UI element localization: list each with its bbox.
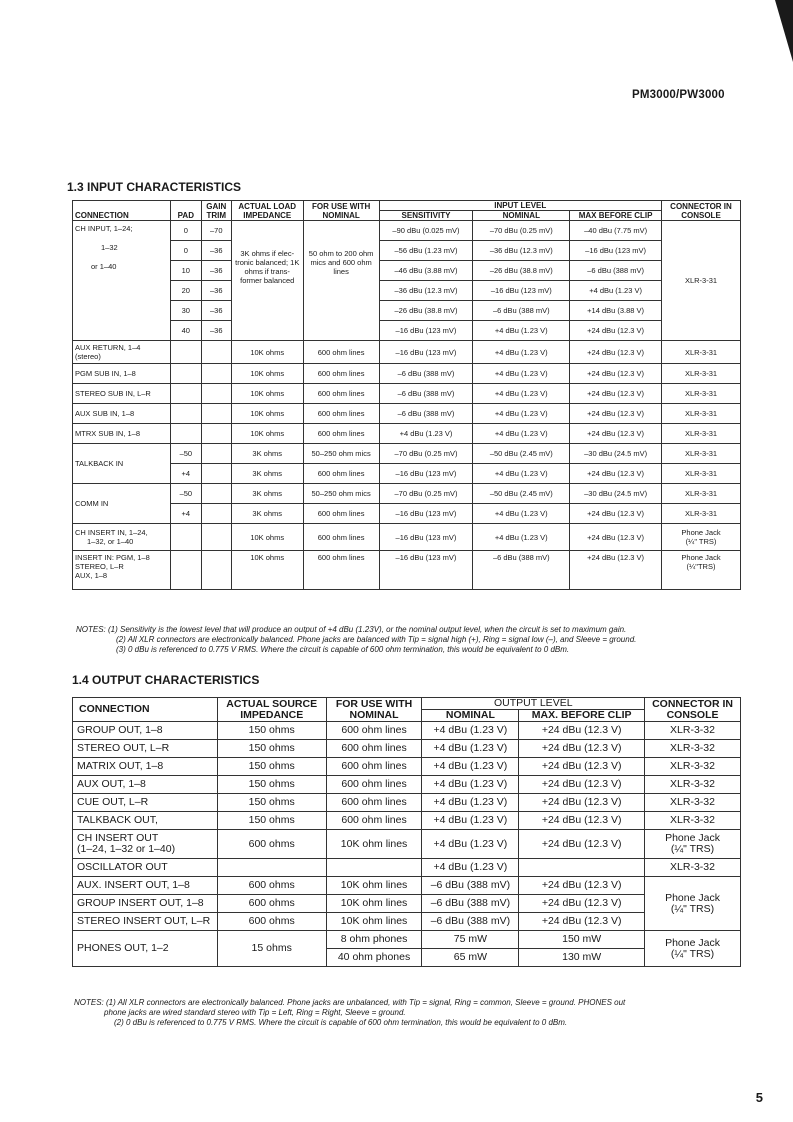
sensitivity-cell: –70 dBu (0.25 mV) bbox=[379, 484, 473, 504]
gain-cell bbox=[201, 444, 231, 464]
sensitivity-cell: –56 dBu (1.23 mV) bbox=[379, 241, 473, 261]
table-row bbox=[73, 221, 741, 241]
col-max: MAX. BEFORE CLIP bbox=[519, 710, 645, 722]
max-cell: +24 dBu (12.3 V) bbox=[570, 364, 662, 384]
conn-line: STEREO, L–R bbox=[75, 562, 124, 571]
impedance-cell: 150 ohms bbox=[217, 776, 326, 794]
for-use-cell: 10K ohm lines bbox=[326, 877, 422, 895]
table-row bbox=[73, 830, 741, 859]
table-row bbox=[73, 261, 741, 281]
nominal-cell: –26 dBu (38.8 mV) bbox=[473, 261, 570, 281]
nominal-cell: +4 dBu (1.23 V) bbox=[422, 830, 519, 859]
table-row bbox=[73, 524, 741, 551]
connector-cell: XLR-3-32 bbox=[645, 812, 741, 830]
connector-cell bbox=[645, 931, 741, 967]
output-section-title: 1.4 OUTPUT CHARACTERISTICS bbox=[72, 673, 260, 687]
nominal-cell: –50 dBu (2.45 mV) bbox=[473, 484, 570, 504]
connection-cell: AUX OUT, 1–8 bbox=[73, 776, 218, 794]
connector-cell bbox=[662, 551, 741, 590]
connection-cell bbox=[73, 551, 171, 590]
gain-cell: –36 bbox=[201, 261, 231, 281]
impedance-cell: 10K ohms bbox=[231, 524, 303, 551]
max-cell: –16 dBu (123 mV) bbox=[570, 241, 662, 261]
conn-line: AUX, 1–8 bbox=[75, 571, 108, 580]
nominal-cell: +4 dBu (1.23 V) bbox=[473, 384, 570, 404]
for-use-cell: 600 ohm lines bbox=[303, 464, 379, 484]
connection-cell bbox=[73, 830, 218, 859]
max-cell: +24 dBu (12.3 V) bbox=[519, 830, 645, 859]
pad-cell: 30 bbox=[170, 301, 201, 321]
nominal-cell: +4 dBu (1.23 V) bbox=[422, 776, 519, 794]
connection-cell: TALKBACK IN bbox=[73, 444, 171, 484]
for-use-cell: 600 ohm lines bbox=[326, 812, 422, 830]
connector-cell: XLR-3-31 bbox=[662, 444, 741, 464]
connection-cell: MTRX SUB IN, 1–8 bbox=[73, 424, 171, 444]
impedance-cell: 15 ohms bbox=[217, 931, 326, 967]
connector-line: Phone Jack bbox=[681, 553, 721, 562]
gain-cell bbox=[201, 341, 231, 364]
sensitivity-cell: –36 dBu (12.3 mV) bbox=[379, 281, 473, 301]
connection-cell: PGM SUB IN, 1–8 bbox=[73, 364, 171, 384]
sensitivity-cell: –46 dBu (3.88 mV) bbox=[379, 261, 473, 281]
max-cell: +24 dBu (12.3 V) bbox=[570, 341, 662, 364]
for-use-cell: 10K ohm lines bbox=[326, 830, 422, 859]
gain-cell: –36 bbox=[201, 241, 231, 261]
impedance-cell: 10K ohms bbox=[231, 404, 303, 424]
for-use-cell: 40 ohm phones bbox=[326, 949, 422, 967]
table-row bbox=[73, 877, 741, 895]
max-cell: +24 dBu (12.3 V) bbox=[570, 424, 662, 444]
note-line: (3) 0 dBu is referenced to 0.775 V RMS. Where the circuit is capable of 600 ohm termination, this would be equivalent to 0 dBm. bbox=[116, 645, 570, 654]
input-characteristics-table bbox=[72, 200, 741, 590]
sensitivity-cell: –70 dBu (0.25 mV) bbox=[379, 444, 473, 464]
conn-line: (1–24, 1–32 or 1–40) bbox=[77, 843, 176, 855]
nominal-cell: +4 dBu (1.23 V) bbox=[473, 504, 570, 524]
connector-cell: XLR-3-31 bbox=[662, 484, 741, 504]
gain-cell: –36 bbox=[201, 321, 231, 341]
connector-cell: XLR-3-32 bbox=[645, 859, 741, 877]
impedance-cell: 600 ohms bbox=[217, 895, 326, 913]
nominal-cell: –6 dBu (388 mV) bbox=[422, 877, 519, 895]
max-cell: +24 dBu (12.3 V) bbox=[519, 895, 645, 913]
impedance-cell: 3K ohms bbox=[231, 464, 303, 484]
nominal-cell: –16 dBu (123 mV) bbox=[473, 281, 570, 301]
connection-cell: AUX RETURN, 1–4 (stereo) bbox=[73, 341, 171, 364]
col-connector: CONNECTOR IN CONSOLE bbox=[645, 698, 741, 722]
impedance-cell: 150 ohms bbox=[217, 758, 326, 776]
max-cell: +24 dBu (12.3 V) bbox=[570, 321, 662, 341]
page-corner-mark bbox=[775, 0, 793, 62]
pad-cell bbox=[170, 341, 201, 364]
max-cell: +24 dBu (12.3 V) bbox=[570, 404, 662, 424]
max-cell: +24 dBu (12.3 V) bbox=[519, 722, 645, 740]
model-name: PM3000/PW3000 bbox=[632, 89, 725, 101]
max-cell: +24 dBu (12.3 V) bbox=[570, 464, 662, 484]
sensitivity-cell: –26 dBu (38.8 mV) bbox=[379, 301, 473, 321]
connector-cell: XLR-3-31 bbox=[662, 424, 741, 444]
nominal-cell: +4 dBu (1.23 V) bbox=[422, 758, 519, 776]
impedance-cell: 10K ohms bbox=[231, 364, 303, 384]
max-cell: –30 dBu (24.5 mV) bbox=[570, 444, 662, 464]
impedance-cell: 3K ohms bbox=[231, 484, 303, 504]
col-for-use: FOR USE WITH NOMINAL bbox=[326, 698, 422, 722]
max-cell: +24 dBu (12.3 V) bbox=[519, 812, 645, 830]
connector-cell bbox=[645, 877, 741, 931]
col-output-level: OUTPUT LEVEL bbox=[422, 698, 645, 710]
connection-cell: MATRIX OUT, 1–8 bbox=[73, 758, 218, 776]
nominal-cell: +4 dBu (1.23 V) bbox=[473, 524, 570, 551]
max-cell: +24 dBu (12.3 V) bbox=[519, 758, 645, 776]
nominal-cell: +4 dBu (1.23 V) bbox=[473, 404, 570, 424]
table-row bbox=[73, 859, 741, 877]
gain-cell bbox=[201, 484, 231, 504]
table-row bbox=[73, 913, 741, 931]
max-cell: +24 dBu (12.3 V) bbox=[570, 551, 662, 590]
nominal-cell: –36 dBu (12.3 mV) bbox=[473, 241, 570, 261]
connector-cell: XLR-3-32 bbox=[645, 740, 741, 758]
ch-input-for-use: 50 ohm to 200 ohm mics and 600 ohm lines bbox=[303, 221, 379, 341]
page-number: 5 bbox=[755, 1090, 763, 1105]
connector-line: (¼"TRS) bbox=[686, 562, 716, 571]
gain-cell bbox=[201, 504, 231, 524]
connector-line: Phone Jack bbox=[665, 936, 720, 949]
col-gain-trim: GAIN TRIM bbox=[201, 201, 231, 221]
connector-cell bbox=[645, 830, 741, 859]
connector-cell: XLR-3-32 bbox=[645, 722, 741, 740]
pad-cell bbox=[170, 524, 201, 551]
col-sensitivity: SENSITIVITY bbox=[379, 211, 473, 221]
col-pad: PAD bbox=[170, 201, 201, 221]
nominal-cell: +4 dBu (1.23 V) bbox=[422, 722, 519, 740]
table-row bbox=[73, 301, 741, 321]
table-row bbox=[73, 464, 741, 484]
ch-input-impedance: 3K ohms if elec-tronic balanced; 1K ohms if trans-former balanced bbox=[231, 221, 303, 341]
max-cell bbox=[519, 859, 645, 877]
max-cell: 130 mW bbox=[519, 949, 645, 967]
conn-line: or 1–40 bbox=[91, 262, 117, 271]
for-use-cell: 600 ohm lines bbox=[326, 740, 422, 758]
gain-cell bbox=[201, 524, 231, 551]
pad-cell: 40 bbox=[170, 321, 201, 341]
impedance-cell: 10K ohms bbox=[231, 384, 303, 404]
col-connection: CONNECTION bbox=[73, 698, 218, 722]
col-for-use: FOR USE WITH NOMINAL bbox=[303, 201, 379, 221]
col-actual-load: ACTUAL LOAD IMPEDANCE bbox=[231, 201, 303, 221]
col-connection: CONNECTION bbox=[73, 201, 171, 221]
table-row bbox=[73, 384, 741, 404]
pad-cell: 20 bbox=[170, 281, 201, 301]
impedance-cell: 10K ohms bbox=[231, 341, 303, 364]
connection-cell: AUX SUB IN, 1–8 bbox=[73, 404, 171, 424]
for-use-cell: 600 ohm lines bbox=[303, 424, 379, 444]
note-line: NOTES: (1) Sensitivity is the lowest level that will produce an output of +4 dBu (1.23V), or the nominal output level, when the circuit is set to maximum gain. bbox=[76, 625, 627, 634]
for-use-cell: 600 ohm lines bbox=[326, 758, 422, 776]
connection-cell: COMM IN bbox=[73, 484, 171, 524]
sensitivity-cell: –16 dBu (123 mV) bbox=[379, 524, 473, 551]
connector-line: Phone Jack bbox=[665, 891, 720, 904]
impedance-cell: 150 ohms bbox=[217, 740, 326, 758]
for-use-cell: 600 ohm lines bbox=[303, 504, 379, 524]
for-use-cell: 600 ohm lines bbox=[326, 722, 422, 740]
connector-line: (¼" TRS) bbox=[670, 902, 715, 915]
note-line: phone jacks are wired standard stereo with Tip = Left, Ring = Right, Sleeve = ground. bbox=[104, 1008, 406, 1017]
max-cell: +24 dBu (12.3 V) bbox=[519, 776, 645, 794]
nominal-cell: –6 dBu (388 mV) bbox=[422, 895, 519, 913]
impedance-cell bbox=[217, 859, 326, 877]
for-use-cell: 10K ohm lines bbox=[326, 913, 422, 931]
max-cell: –6 dBu (388 mV) bbox=[570, 261, 662, 281]
table-row bbox=[73, 794, 741, 812]
impedance-cell: 600 ohms bbox=[217, 913, 326, 931]
col-actual-source: ACTUAL SOURCE IMPEDANCE bbox=[217, 698, 326, 722]
sensitivity-cell: –16 dBu (123 mV) bbox=[379, 551, 473, 590]
connector-cell: XLR-3-31 bbox=[662, 404, 741, 424]
table-row bbox=[73, 424, 741, 444]
gain-cell bbox=[201, 464, 231, 484]
gain-cell: –36 bbox=[201, 281, 231, 301]
max-cell: +24 dBu (12.3 V) bbox=[519, 877, 645, 895]
sensitivity-cell: –16 dBu (123 mV) bbox=[379, 464, 473, 484]
table-row bbox=[73, 364, 741, 384]
pad-cell: –50 bbox=[170, 444, 201, 464]
nominal-cell: 65 mW bbox=[422, 949, 519, 967]
connection-cell: STEREO INSERT OUT, L–R bbox=[73, 913, 218, 931]
for-use-cell: 600 ohm lines bbox=[303, 364, 379, 384]
nominal-cell: +4 dBu (1.23 V) bbox=[422, 859, 519, 877]
for-use-cell: 600 ohm lines bbox=[303, 404, 379, 424]
nominal-cell: +4 dBu (1.23 V) bbox=[422, 794, 519, 812]
table-row bbox=[73, 321, 741, 341]
col-nominal: NOMINAL bbox=[473, 211, 570, 221]
connector-cell: XLR-3-31 bbox=[662, 364, 741, 384]
connection-cell: CUE OUT, L–R bbox=[73, 794, 218, 812]
max-cell: –30 dBu (24.5 mV) bbox=[570, 484, 662, 504]
pad-cell bbox=[170, 384, 201, 404]
nominal-cell: –70 dBu (0.25 mV) bbox=[473, 221, 570, 241]
for-use-cell: 600 ohm lines bbox=[303, 524, 379, 551]
table-row bbox=[73, 931, 741, 949]
note-line: NOTES: (1) All XLR connectors are electronically balanced. Phone jacks are unbalanced, with Tip = signal, Ring = common, Sleeve = ground. PHONES out bbox=[74, 998, 626, 1007]
connection-cell: GROUP OUT, 1–8 bbox=[73, 722, 218, 740]
sensitivity-cell: –6 dBu (388 mV) bbox=[379, 404, 473, 424]
sensitivity-cell: –6 dBu (388 mV) bbox=[379, 384, 473, 404]
table-row bbox=[73, 484, 741, 504]
max-cell: 150 mW bbox=[519, 931, 645, 949]
connector-line: (¼" TRS) bbox=[685, 537, 717, 546]
connection-cell: PHONES OUT, 1–2 bbox=[73, 931, 218, 967]
connector-cell: XLR-3-32 bbox=[645, 776, 741, 794]
col-max: MAX BEFORE CLIP bbox=[570, 211, 662, 221]
table-row bbox=[73, 722, 741, 740]
table-row bbox=[73, 281, 741, 301]
for-use-cell: 600 ohm lines bbox=[326, 776, 422, 794]
col-connector: CONNECTOR IN CONSOLE bbox=[662, 201, 741, 221]
connector-cell: XLR-3-31 bbox=[662, 464, 741, 484]
nominal-cell: +4 dBu (1.23 V) bbox=[473, 464, 570, 484]
connection-cell: GROUP INSERT OUT, 1–8 bbox=[73, 895, 218, 913]
max-cell: +14 dBu (3.88 V) bbox=[570, 301, 662, 321]
impedance-cell: 10K ohms bbox=[231, 551, 303, 590]
col-nominal: NOMINAL bbox=[422, 710, 519, 722]
ch-input-connector: XLR-3-31 bbox=[662, 221, 741, 341]
table-row bbox=[73, 758, 741, 776]
col-input-level: INPUT LEVEL bbox=[379, 201, 661, 211]
connector-cell: XLR-3-31 bbox=[662, 504, 741, 524]
connection-cell bbox=[73, 524, 171, 551]
table-row bbox=[73, 895, 741, 913]
max-cell: +24 dBu (12.3 V) bbox=[519, 794, 645, 812]
max-cell: –40 dBu (7.75 mV) bbox=[570, 221, 662, 241]
output-characteristics-table bbox=[72, 697, 741, 967]
table-row bbox=[73, 551, 741, 590]
max-cell: +24 dBu (12.3 V) bbox=[570, 524, 662, 551]
max-cell: +24 dBu (12.3 V) bbox=[570, 504, 662, 524]
gain-cell bbox=[201, 384, 231, 404]
connector-cell: XLR-3-31 bbox=[662, 384, 741, 404]
impedance-cell: 150 ohms bbox=[217, 812, 326, 830]
gain-cell bbox=[201, 404, 231, 424]
sensitivity-cell: –6 dBu (388 mV) bbox=[379, 364, 473, 384]
connector-line: (¼" TRS) bbox=[670, 947, 715, 960]
connector-cell: XLR-3-32 bbox=[645, 794, 741, 812]
pad-cell bbox=[170, 551, 201, 590]
sensitivity-cell: –16 dBu (123 mV) bbox=[379, 341, 473, 364]
nominal-cell: –50 dBu (2.45 mV) bbox=[473, 444, 570, 464]
note-line: (2) All XLR connectors are electronically balanced. Phone jacks are balanced with Tip = signal high (+), Ring = signal low (–), and Sleeve = ground. bbox=[116, 635, 637, 644]
gain-cell bbox=[201, 364, 231, 384]
connector-line: (¼" TRS) bbox=[670, 843, 715, 855]
connection-cell: AUX. INSERT OUT, 1–8 bbox=[73, 877, 218, 895]
sensitivity-cell: –16 dBu (123 mV) bbox=[379, 321, 473, 341]
impedance-cell: 600 ohms bbox=[217, 830, 326, 859]
nominal-cell: –6 dBu (388 mV) bbox=[473, 301, 570, 321]
for-use-cell: 8 ohm phones bbox=[326, 931, 422, 949]
table-row bbox=[73, 444, 741, 464]
for-use-cell: 50–250 ohm mics bbox=[303, 444, 379, 464]
nominal-cell: –6 dBu (388 mV) bbox=[422, 913, 519, 931]
conn-line: INSERT IN: PGM, 1–8 bbox=[75, 553, 150, 562]
connection-cell: STEREO OUT, L–R bbox=[73, 740, 218, 758]
impedance-cell: 150 ohms bbox=[217, 794, 326, 812]
nominal-cell: +4 dBu (1.23 V) bbox=[473, 321, 570, 341]
connection-cell: STEREO SUB IN, L–R bbox=[73, 384, 171, 404]
pad-cell bbox=[170, 424, 201, 444]
nominal-cell: 75 mW bbox=[422, 931, 519, 949]
ch-input-connection bbox=[73, 221, 171, 341]
max-cell: +24 dBu (12.3 V) bbox=[519, 913, 645, 931]
connection-cell: TALKBACK OUT, bbox=[73, 812, 218, 830]
conn-line: 1–32, or 1–40 bbox=[87, 537, 134, 546]
for-use-cell: 600 ohm lines bbox=[303, 551, 379, 590]
output-notes bbox=[74, 998, 625, 1028]
connection-cell: OSCILLATOR OUT bbox=[73, 859, 218, 877]
impedance-cell: 600 ohms bbox=[217, 877, 326, 895]
table-row bbox=[73, 241, 741, 261]
table-row bbox=[73, 404, 741, 424]
for-use-cell: 10K ohm lines bbox=[326, 895, 422, 913]
table-row bbox=[73, 504, 741, 524]
impedance-cell: 3K ohms bbox=[231, 444, 303, 464]
impedance-cell: 150 ohms bbox=[217, 722, 326, 740]
sensitivity-cell: –90 dBu (0.025 mV) bbox=[379, 221, 473, 241]
pad-cell: 10 bbox=[170, 261, 201, 281]
input-section-title: 1.3 INPUT CHARACTERISTICS bbox=[67, 180, 242, 194]
nominal-cell: +4 dBu (1.23 V) bbox=[473, 364, 570, 384]
conn-line: CH INSERT IN, 1–24, bbox=[75, 528, 148, 537]
table-row bbox=[73, 341, 741, 364]
for-use-cell: 600 ohm lines bbox=[326, 794, 422, 812]
pad-cell: 0 bbox=[170, 241, 201, 261]
gain-cell bbox=[201, 424, 231, 444]
nominal-cell: +4 dBu (1.23 V) bbox=[473, 341, 570, 364]
conn-line: CH INSERT OUT bbox=[77, 832, 159, 844]
gain-cell: –36 bbox=[201, 301, 231, 321]
nominal-cell: +4 dBu (1.23 V) bbox=[473, 424, 570, 444]
max-cell: +24 dBu (12.3 V) bbox=[570, 384, 662, 404]
gain-cell: –70 bbox=[201, 221, 231, 241]
connector-cell: XLR-3-32 bbox=[645, 758, 741, 776]
pad-cell bbox=[170, 364, 201, 384]
connector-cell bbox=[662, 524, 741, 551]
pad-cell: +4 bbox=[170, 464, 201, 484]
input-notes bbox=[76, 625, 636, 655]
note-line: (2) 0 dBu is referenced to 0.775 V RMS. Where the circuit is capable of 600 ohm termination, this would be equivalent to 0 dBm. bbox=[114, 1018, 568, 1027]
table-row bbox=[73, 776, 741, 794]
max-cell: +4 dBu (1.23 V) bbox=[570, 281, 662, 301]
for-use-cell: 600 ohm lines bbox=[303, 341, 379, 364]
for-use-cell: 600 ohm lines bbox=[303, 384, 379, 404]
conn-line: 1–32 bbox=[101, 243, 118, 252]
connector-cell: XLR-3-31 bbox=[662, 341, 741, 364]
pad-cell: –50 bbox=[170, 484, 201, 504]
connector-line: Phone Jack bbox=[681, 528, 721, 537]
nominal-cell: –6 dBu (388 mV) bbox=[473, 551, 570, 590]
pad-cell bbox=[170, 404, 201, 424]
nominal-cell: +4 dBu (1.23 V) bbox=[422, 740, 519, 758]
pad-cell: 0 bbox=[170, 221, 201, 241]
impedance-cell: 3K ohms bbox=[231, 504, 303, 524]
gain-cell bbox=[201, 551, 231, 590]
impedance-cell: 10K ohms bbox=[231, 424, 303, 444]
conn-line: CH INPUT, 1–24; bbox=[75, 224, 133, 233]
nominal-cell: +4 dBu (1.23 V) bbox=[422, 812, 519, 830]
for-use-cell bbox=[326, 859, 422, 877]
for-use-cell: 50–250 ohm mics bbox=[303, 484, 379, 504]
table-row bbox=[73, 812, 741, 830]
table-row bbox=[73, 740, 741, 758]
pad-cell: +4 bbox=[170, 504, 201, 524]
sensitivity-cell: +4 dBu (1.23 V) bbox=[379, 424, 473, 444]
sensitivity-cell: –16 dBu (123 mV) bbox=[379, 504, 473, 524]
connector-line: Phone Jack bbox=[665, 832, 720, 844]
max-cell: +24 dBu (12.3 V) bbox=[519, 740, 645, 758]
